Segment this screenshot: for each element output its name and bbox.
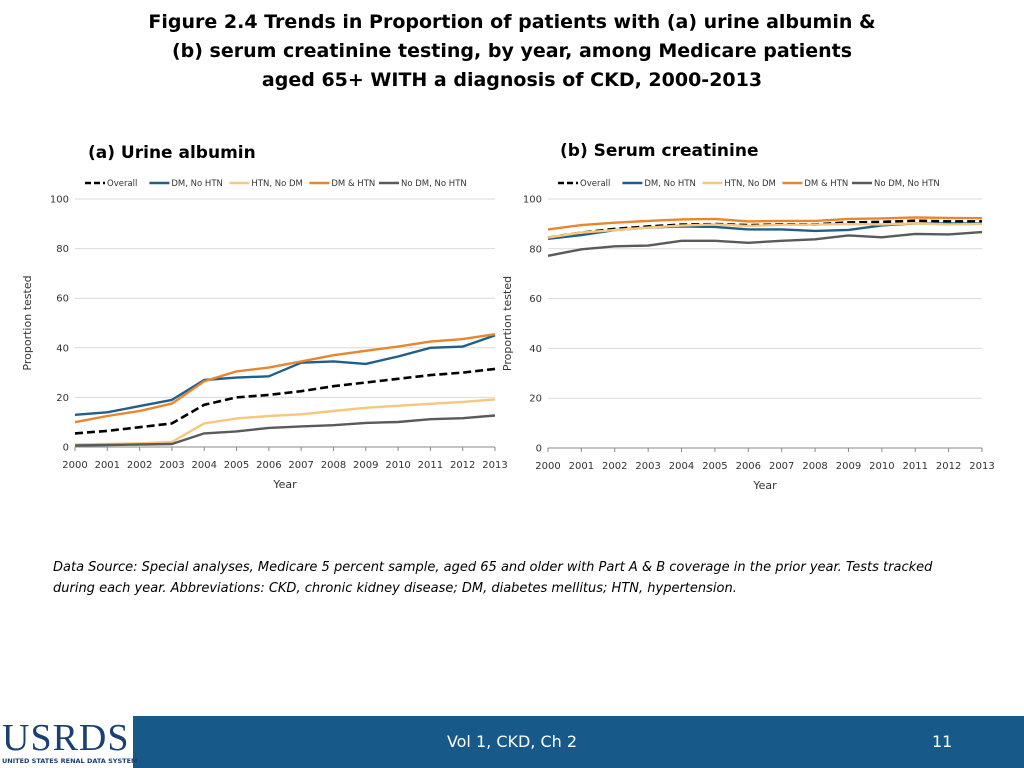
x-tick-label: 2008: [802, 461, 828, 472]
x-tick-label: 2012: [449, 460, 476, 471]
y-tick-label: 100: [522, 194, 542, 206]
y-tick-label: 100: [49, 194, 69, 206]
y-tick-label: 80: [56, 244, 69, 256]
y-tick-label: 80: [529, 244, 542, 256]
legend-label: No DM, No HTN: [401, 179, 467, 189]
x-tick-label: 2009: [353, 460, 379, 471]
x-tick-label: 2002: [126, 460, 153, 471]
x-tick-label: 2013: [969, 461, 995, 472]
legend-label: DM & HTN: [804, 179, 849, 189]
series-line: [75, 416, 495, 446]
data-source-note: Data Source: Special analyses, Medicare 5 percent sample, aged 65 and older with Part A & B coverage in the prior year. Tests tracked during each year. Abbreviations: CKD, chronic kidney disease; DM, diabetes mellitus; HTN, hypertension.: [53, 560, 933, 596]
x-tick-label: 2004: [191, 460, 217, 471]
x-tick-label: 2007: [768, 461, 795, 472]
x-tick-label: 2006: [256, 460, 282, 471]
y-tick-label: 0: [62, 442, 69, 454]
x-tick-label: 2002: [602, 461, 628, 472]
legend-label: DM, No HTN: [644, 179, 696, 189]
urine-albumin-chart: [14, 172, 508, 502]
x-tick-label: 2010: [869, 461, 895, 472]
x-tick-label: 2013: [482, 460, 508, 471]
x-tick-label: 2010: [385, 460, 411, 471]
y-axis-label: Proportion tested: [21, 275, 34, 371]
legend-label: HTN, No DM: [251, 179, 303, 189]
x-tick-label: 2003: [635, 461, 661, 472]
legend-label: DM & HTN: [331, 179, 376, 189]
y-tick-label: 40: [56, 343, 69, 355]
panel-b-title: (b) Serum creatinine: [560, 141, 759, 161]
y-tick-label: 20: [56, 392, 69, 404]
x-tick-label: 2000: [62, 460, 88, 471]
x-axis-label: Year: [273, 478, 297, 491]
series-line: [75, 369, 495, 434]
legend-label: No DM, No HTN: [874, 179, 940, 189]
page-number: 11: [932, 732, 953, 751]
panel-a-title: (a) Urine albumin: [88, 143, 256, 163]
y-tick-label: 40: [529, 343, 542, 355]
legend-label: HTN, No DM: [724, 179, 776, 189]
x-tick-label: 2004: [668, 461, 695, 472]
x-tick-label: 2012: [935, 461, 962, 472]
footer-bar: [0, 716, 1024, 768]
y-tick-label: 20: [529, 393, 542, 405]
figure-title: [100, 8, 924, 95]
y-tick-label: 60: [529, 294, 542, 306]
serum-creatinine-chart: [494, 172, 994, 502]
x-tick-label: 2005: [223, 460, 250, 471]
y-tick-label: 0: [535, 443, 542, 455]
series-line: [548, 232, 982, 256]
figure-title-line-1: Figure 2.4 Trends in Proportion of patients with (a) urine albumin &: [148, 11, 876, 33]
logo-wordmark: USRDS: [2, 717, 130, 759]
y-tick-label: 60: [56, 293, 69, 305]
legend-label: DM, No HTN: [171, 179, 223, 189]
x-tick-label: 2005: [702, 461, 728, 472]
x-tick-label: 2006: [735, 461, 762, 472]
logo-subtitle: UNITED STATES RENAL DATA SYSTEM: [2, 757, 138, 765]
x-tick-label: 2000: [535, 461, 561, 472]
legend-label: Overall: [107, 179, 138, 189]
x-tick-label: 2001: [94, 460, 121, 471]
footer-volume-label: Vol 1, CKD, Ch 2: [446, 732, 578, 751]
figure-title-line-2: (b) serum creatinine testing, by year, among Medicare patients: [171, 40, 853, 62]
y-axis-label: Proportion tested: [501, 275, 514, 372]
x-axis-label: Year: [753, 479, 777, 492]
x-tick-label: 2007: [288, 460, 314, 471]
x-tick-label: 2011: [417, 460, 444, 471]
x-tick-label: 2008: [320, 460, 347, 471]
x-tick-label: 2003: [159, 460, 185, 471]
x-tick-label: 2001: [568, 461, 595, 472]
figure-title-line-3: aged 65+ WITH a diagnosis of CKD, 2000-2013: [261, 69, 763, 91]
legend-label: Overall: [580, 179, 611, 189]
x-tick-label: 2009: [835, 461, 862, 472]
x-tick-label: 2011: [902, 461, 928, 472]
